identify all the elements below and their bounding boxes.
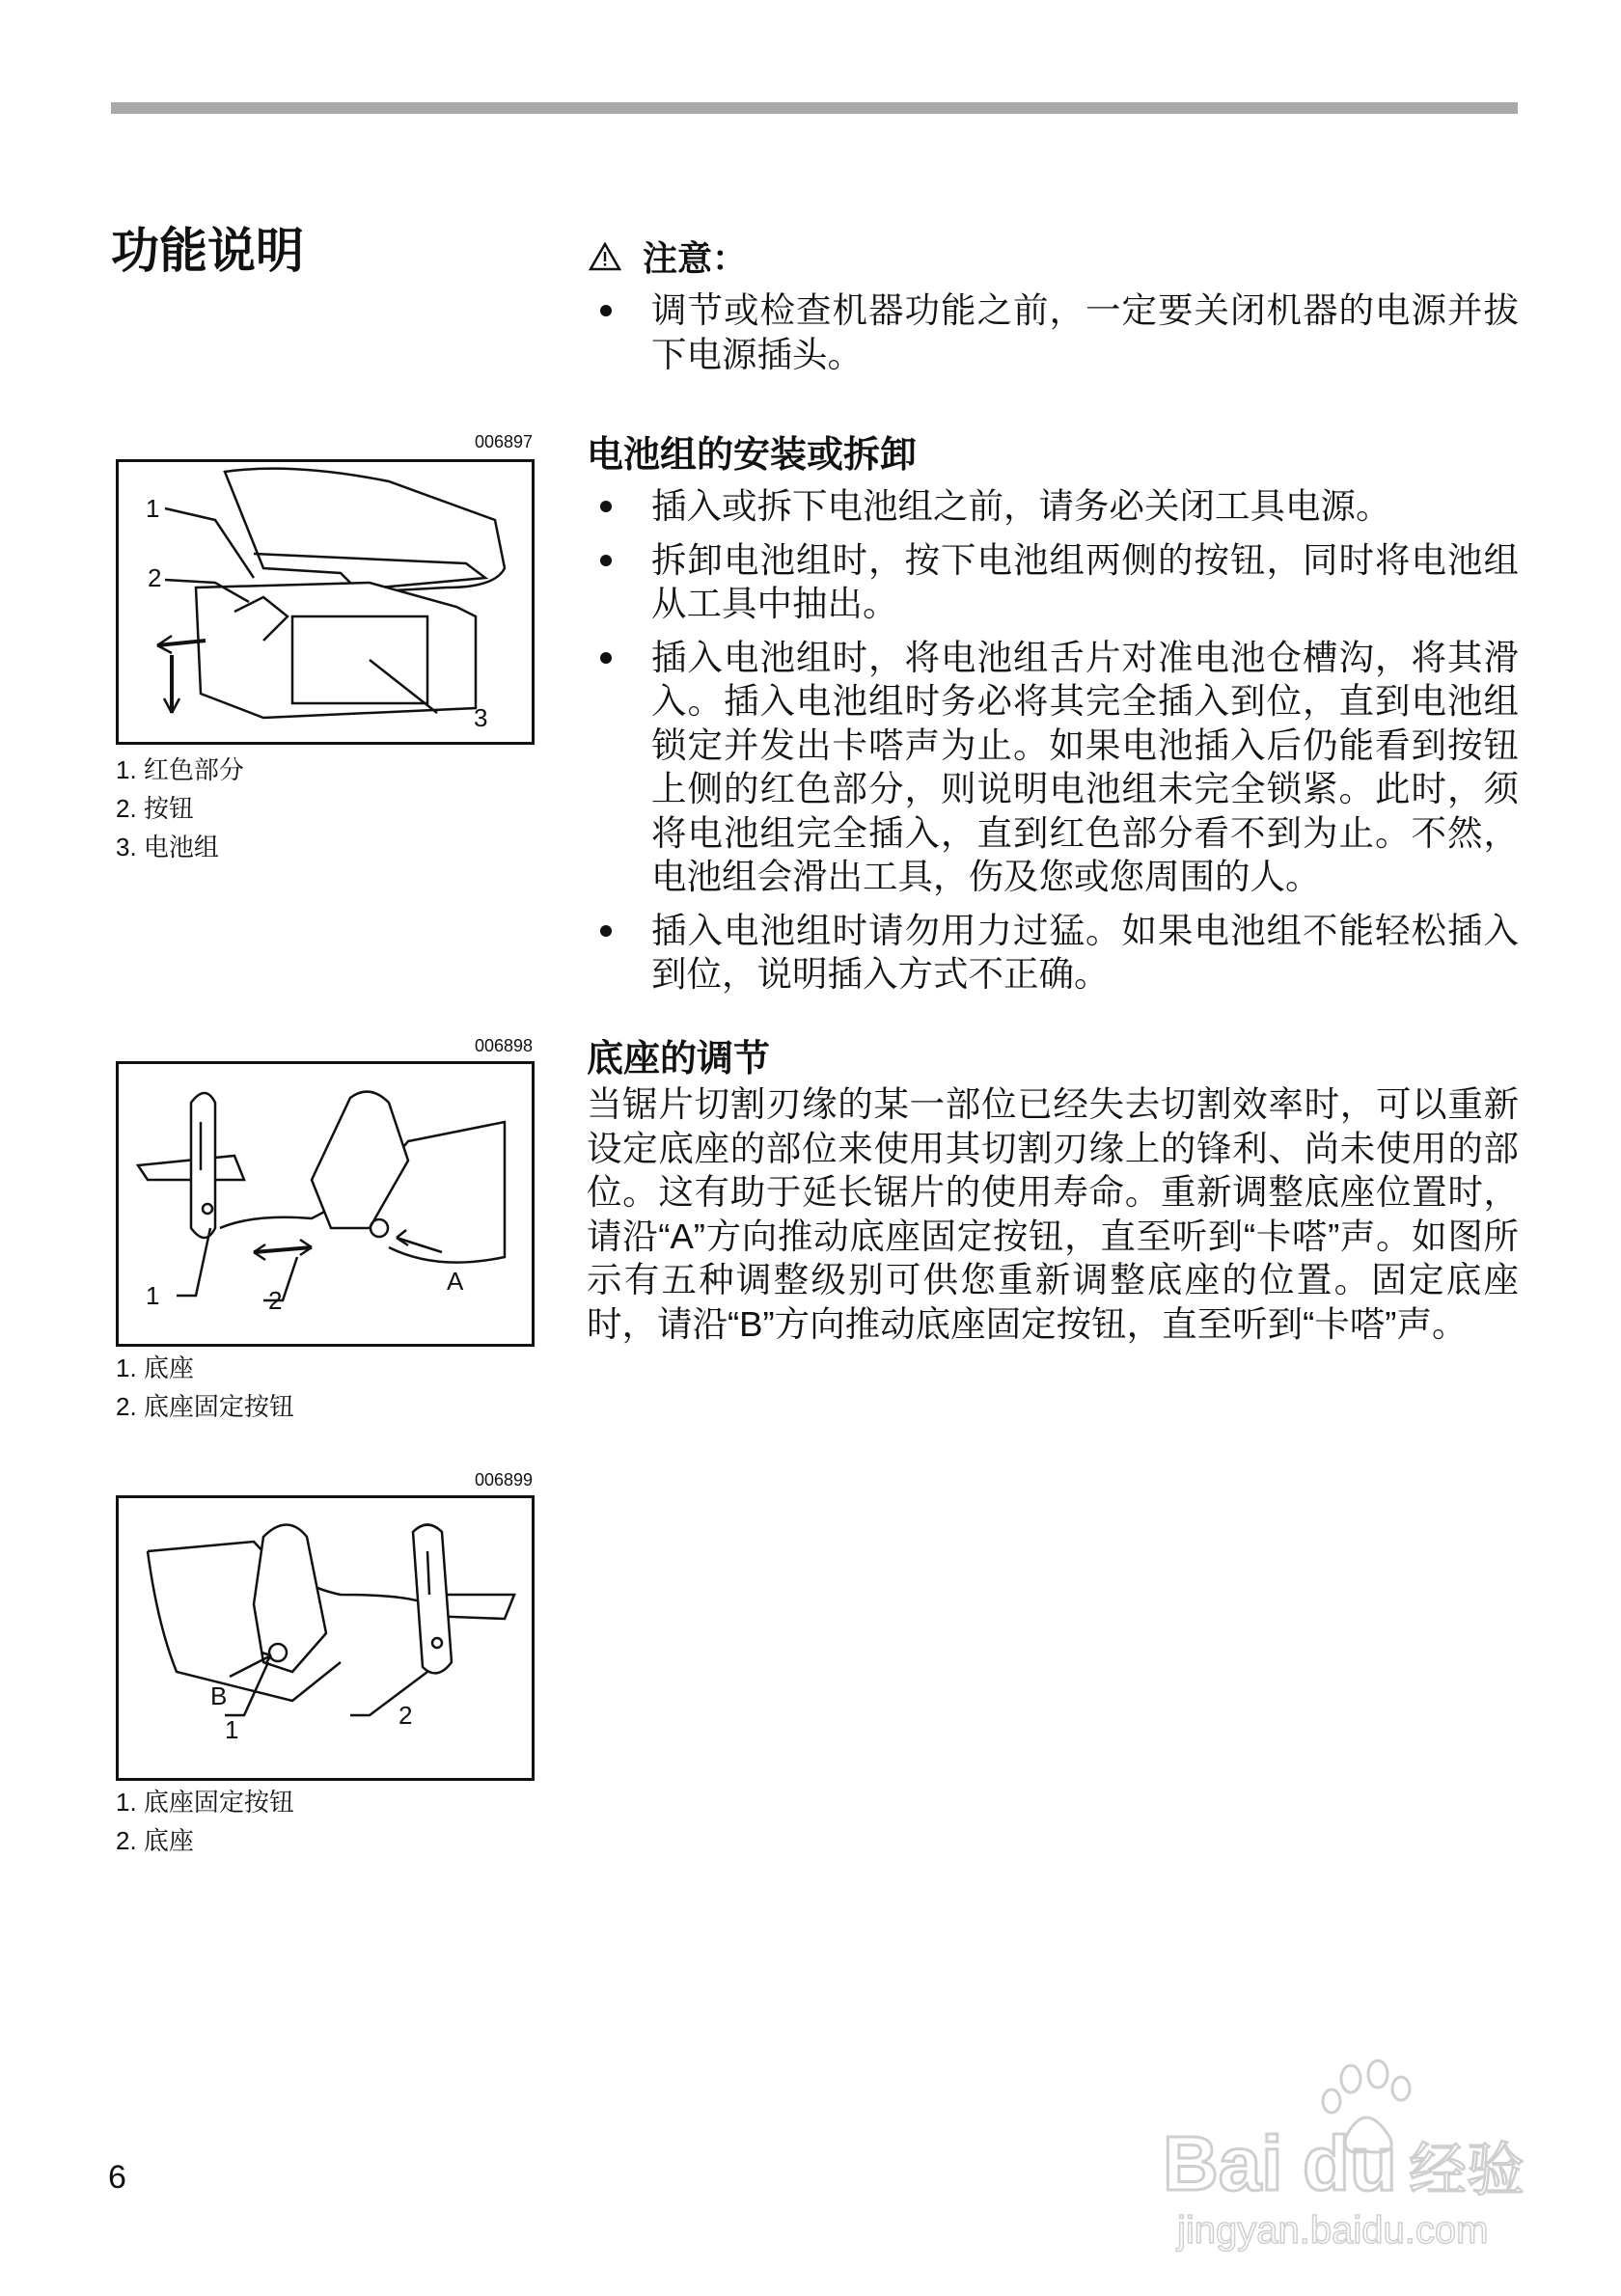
page-number: 6 [108, 2159, 126, 2196]
caution-list [591, 288, 1519, 386]
header-rule [111, 102, 1518, 114]
svg-text:jingyan.baidu.com: jingyan.baidu.com [1177, 2209, 1489, 2252]
list-item: 调节或检查机器功能之前，一定要关闭机器的电源并拔下电源插头。 [591, 288, 1519, 376]
baidu-watermark [1158, 2055, 1534, 2262]
bullet-icon [600, 501, 612, 512]
list-item: 拆卸电池组时，按下电池组两侧的按钮，同时将电池组从工具中抽出。 [591, 538, 1519, 626]
figure-shoe-a: 1 2 A [116, 1061, 535, 1347]
list-item: 插入或拆下电池组之前，请务必关闭工具电源。 [591, 484, 1519, 529]
page-title: 功能说明 [111, 224, 304, 278]
figure-captions: 1. 红色部分 2. 按钮 3. 电池组 [116, 755, 244, 861]
shoe-heading: 底座的调节 [587, 1039, 771, 1080]
caution-heading [589, 232, 747, 281]
battery-heading: 电池组的安装或拆卸 [587, 435, 918, 476]
figure-code: 006898 [475, 1036, 534, 1055]
figure-battery: 1 2 3 [116, 459, 535, 745]
svg-text:Bai: Bai [1163, 2120, 1283, 2206]
bullet-icon [600, 305, 612, 316]
figure-captions: 1. 底座 2. 底座固定按钮 [116, 1353, 294, 1421]
figure-captions: 1. 底座固定按钮 2. 底座 [116, 1788, 294, 1855]
list-item: 插入电池组时请勿用力过猛。如果电池组不能轻松插入到位，说明插入方式不正确。 [591, 909, 1519, 997]
figure-code: 006897 [475, 432, 534, 451]
baidu-logo-icon [1158, 2055, 1534, 2257]
battery-illustration [119, 462, 532, 742]
bullet-icon [600, 652, 612, 664]
battery-list [591, 484, 1519, 1006]
caution-label: 注意： [643, 238, 748, 278]
shoe-paragraph: 当锯片切割刃缘的某一部位已经失去切割效率时，可以重新设定底座的部位来使用其切割刃缘上的锋利、尚未使用的部位。这有助于延长锯片的使用寿命。重新调整底座位置时，请沿“A”方向推动底座固定按钮，直至听到“卡嗒”声。如图所示有五种调整级别可供您重新调整底座的位置。固定底座时，请沿“B”方向推动底座固定按钮，直至听到“卡嗒”声。 [587, 1084, 1519, 1344]
shoe-illustration [119, 1498, 532, 1778]
list-item: 插入电池组时，将电池组舌片对准电池仓槽沟，将其滑入。插入电池组时务必将其完全插入到位，直到电池组锁定并发出卡嗒声为止。如果电池插入后仍能看到按钮上侧的红色部分，则说明电池组未完全锁紧。此时，须将电池组完全插入，直到红色部分看不到为止。不然，电池组会滑出工具，伤及您或您周围的人。 [591, 636, 1519, 899]
shoe-illustration [119, 1064, 532, 1344]
figure-shoe-b: B 1 2 [116, 1495, 535, 1781]
warning-triangle-icon [589, 242, 621, 271]
bullet-icon [600, 925, 612, 937]
bullet-icon [600, 555, 612, 566]
svg-text:经验: 经验 [1409, 2138, 1525, 2202]
figure-code: 006899 [475, 1470, 534, 1490]
svg-text:du: du [1303, 2120, 1397, 2206]
